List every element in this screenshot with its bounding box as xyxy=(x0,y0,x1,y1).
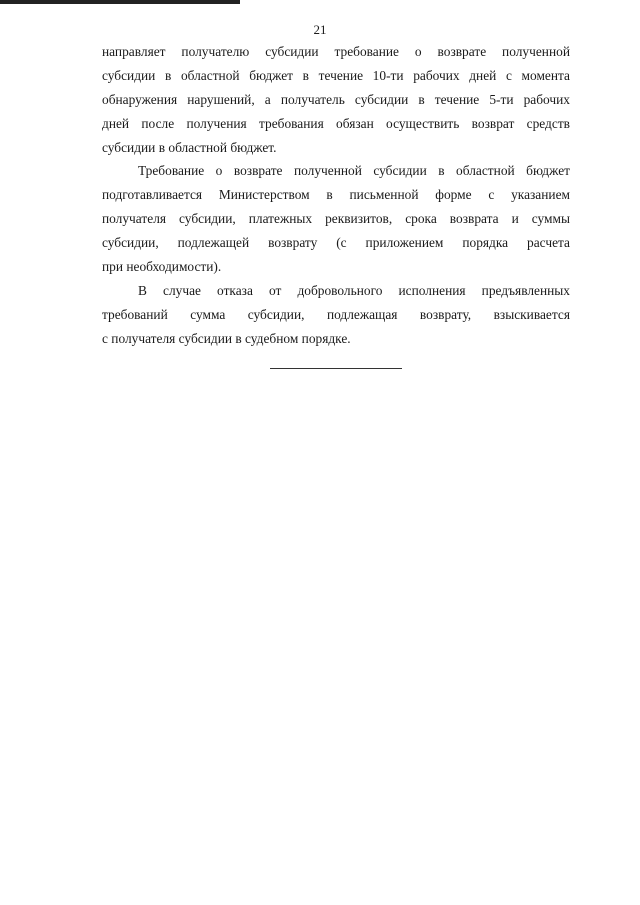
paragraph-3-line-3: с получателя субсидии в судебном порядке. xyxy=(102,331,351,346)
paragraph-3-line-1: В случае отказа от добровольного исполнения предъявленных xyxy=(138,283,570,298)
paragraph-1-line-1: направляет получателю субсидии требование о возврате полученной xyxy=(102,44,570,59)
paragraph-2-line-5: при необходимости). xyxy=(102,259,222,274)
scan-edge-mark xyxy=(0,0,240,4)
paragraph-2-line-2: подготавливается Министерством в письменной форме с указанием xyxy=(102,187,570,202)
paragraph-1-line-2: субсидии в областной бюджет в течение 10-ти рабочих дней с момента xyxy=(102,68,570,83)
paragraph-1-line-5: субсидии в областной бюджет. xyxy=(102,140,277,155)
paragraph-2-line-1: Требование о возврате полученной субсидии в областной бюджет xyxy=(138,163,570,178)
paragraph-1-line-4: дней после получения требования обязан осуществить возврат средств xyxy=(102,116,570,131)
page-number: 21 xyxy=(313,22,327,37)
paragraph-3-line-2: требований сумма субсидии, подлежащая возврату, взыскивается xyxy=(102,307,570,322)
paragraph-2-line-3: получателя субсидии, платежных реквизитов, срока возврата и суммы xyxy=(102,211,570,226)
paragraph-1-line-3: обнаружения нарушений, а получатель субсидии в течение 5-ти рабочих xyxy=(102,92,570,107)
paragraph-2-line-4: субсидии, подлежащей возврату (с приложением порядка расчета xyxy=(102,235,570,250)
end-of-document-rule xyxy=(270,368,402,369)
